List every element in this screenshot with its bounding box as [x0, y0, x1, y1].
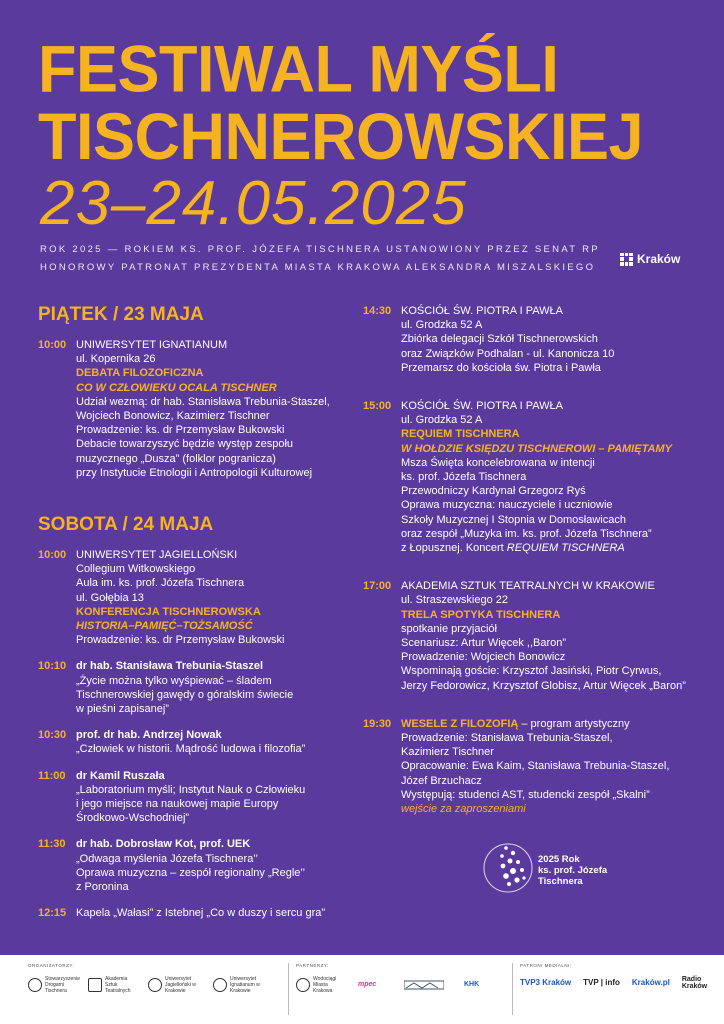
event-line: Collegium Witkowskiego [76, 563, 196, 576]
event-highlight: DEBATA FILOZOFICZNA [76, 367, 204, 380]
brand-line: ks. prof. Józefa [538, 865, 608, 876]
talk-line: „Laboratorium myśli; Instytut Nauk o Człowieku [76, 783, 306, 796]
talk-line: Oprawa muzyczna – zespół regionalny „Regle’’ [76, 866, 306, 879]
event-body [76, 548, 343, 647]
talk-speaker: dr Kamil Ruszała [76, 769, 165, 782]
talk-line: „Życie można tylko wyśpiewać – śladem [76, 674, 272, 687]
festival-dates: 23–24.05.2025 [40, 169, 467, 238]
saturday-heading: SOBOTA / 24 MAJA [38, 514, 214, 536]
organizer-logo: Stowarzyszenie Drogami Tischnera [28, 976, 78, 994]
krakow-logo [620, 252, 680, 266]
event-line: Debacie towarzyszyć będzie występ zespołu [76, 438, 294, 451]
event-line: muzycznego „Dusza” (folklor pogranicza) [76, 452, 276, 465]
event-body [76, 338, 343, 480]
event-line: AKADEMIA SZTUK TEATRALNYCH W KRAKOWIE [401, 580, 655, 593]
event-highlight: KONFERENCJA TISCHNEROWSKA [76, 605, 261, 618]
event-highlight: WESELE Z FILOZOFIĄ [401, 717, 519, 730]
talk-speaker: dr hab. Stanisława Trebunia-Staszel [76, 660, 264, 673]
media-logo-radio-krakow: Radio Kraków [681, 976, 708, 990]
event-line: Szkoły Muzycznej I Stopnia w Domosławicach [401, 513, 626, 526]
media-label: PATRONI MEDIALNI: [520, 963, 572, 968]
event-line: spotkanie przyjaciół [401, 622, 497, 635]
event-body [401, 717, 703, 816]
event-line-italic: REQUIEM TISCHNERA [506, 542, 625, 555]
event-line: Jerzy Fedorowicz, Krzysztof Globisz, Artur Więcek „Baron” [401, 679, 686, 692]
event-time: 17:00 [363, 580, 392, 593]
event-line: Opracowanie: Ewa Kaim, Stanisława Trebunia-Staszel, [401, 760, 670, 773]
brand-line: Tischnera [538, 876, 583, 887]
media-logo-krakowpl: Kraków.pl [631, 978, 670, 987]
partner-logo: Wodociągi Miasta Krakowa [296, 976, 348, 994]
organizer-logo: Uniwersytet Ignatianum w Krakowie [213, 976, 268, 994]
event-line: Przemarsz do kościoła św. Piotra i Pawła [401, 361, 601, 374]
event-note: wejście za zaproszeniami [401, 803, 526, 816]
media-logo-tvp3: TVP3 Kraków [520, 978, 572, 987]
event-line: Prowadzenie: Wojciech Bonowicz [401, 651, 566, 664]
talk-1130 [38, 837, 343, 894]
subtitle [40, 241, 600, 277]
left-column [38, 304, 343, 933]
organizers-group [28, 963, 268, 994]
event-body [401, 304, 703, 375]
event-1930 [363, 717, 703, 816]
talk-line: „Człowiek w historii. Mądrość ludowa i filozofia” [76, 743, 306, 756]
organizer-emblem-icon [28, 978, 42, 992]
title-line-1: FESTIWAL MYŚLI [38, 32, 559, 107]
event-line: ul. Straszewskiego 22 [401, 594, 508, 607]
organizer-logo: Akademia Sztuk Teatralnych [88, 976, 138, 994]
event-line: Msza Święta koncelebrowana w intencji [401, 456, 595, 469]
talk-line: z Poronina [76, 881, 129, 894]
event-line: ul. Kopernika 26 [76, 353, 156, 366]
event-line: Przewodniczy Kardynał Grzegorz Ryś [401, 485, 586, 498]
partner-emblem-icon [404, 979, 444, 991]
talk-body [76, 659, 343, 716]
event-line: oraz zespół „Muzyka im. ks. prof. Józefa Tischnera” [401, 527, 652, 540]
subtitle-line-2: HONOROWY PATRONAT PREZYDENTA MIASTA KRAKOWA ALEKSANDRA MISZALSKIEGO [40, 262, 596, 273]
event-line: Występują: studenci AST, studencki zespół „Skalni” [401, 788, 650, 801]
krakow-emblem-icon [620, 253, 633, 266]
year-of-tischner-logo [480, 840, 620, 900]
event-line: Wojciech Bonowicz, Kazimierz Tischner [76, 410, 270, 423]
event-line: Scenariusz: Artur Więcek ,,Baron” [401, 637, 567, 650]
talk-speaker: dr hab. Dobrosław Kot, prof. UEK [76, 838, 251, 851]
talk-time: 10:10 [38, 660, 67, 673]
event-time: 10:00 [38, 339, 67, 351]
talk-body [76, 906, 343, 920]
event-line: Oprawa muzyczna: nauczyciele i uczniowie [401, 499, 613, 512]
talk-body [76, 837, 343, 894]
event-friday-1000 [38, 338, 343, 480]
event-time: 10:00 [38, 549, 67, 562]
event-line: Prowadzenie: Stanisława Trebunia-Staszel, [401, 732, 613, 745]
talk-line: Kapela „Wałasi” z Istebnej „Co w duszy i sercu gra” [76, 907, 326, 920]
talk-line: Tischnerowskiej gawędy o góralskim świecie [76, 688, 294, 701]
event-1700 [363, 579, 703, 693]
subtitle-line-1: ROK 2025 — ROKIEM KS. PROF. JÓZEFA TISCHNERA USTANOWIONY PRZEZ SENAT RP [40, 244, 600, 255]
talk-time: 11:30 [38, 838, 66, 851]
talk-speaker: prof. dr hab. Andrzej Nowak [76, 729, 222, 742]
event-line: Wspominają goście: Krzysztof Jasiński, Piotr Cyrwus, [401, 665, 662, 678]
talk-1100 [38, 769, 343, 826]
talk-1010 [38, 659, 343, 716]
partners-group [296, 963, 494, 994]
event-line: ul. Grodzka 52 A [401, 414, 483, 427]
talk-line: i jego miejsce na naukowej mapie Europy [76, 798, 279, 811]
talk-line: w pieśni zapisanej” [76, 703, 169, 716]
event-line: Kazimierz Tischner [401, 746, 494, 759]
event-saturday-1000 [38, 548, 343, 647]
event-line: KOŚCIÓŁ ŚW. PIOTRA I PAWŁA [401, 400, 563, 413]
talk-time: 11:00 [38, 769, 66, 782]
dots-circle-icon [480, 840, 540, 900]
organizer-emblem-icon [88, 978, 102, 992]
talk-1215 [38, 906, 343, 920]
event-highlight: REQUIEM TISCHNERA [401, 428, 520, 441]
event-line: ks. prof. Józefa Tischnera [401, 471, 527, 484]
friday-heading: PIĄTEK / 23 MAJA [38, 304, 204, 325]
festival-title [38, 32, 644, 174]
event-line [401, 717, 703, 731]
event-line: KOŚCIÓŁ ŚW. PIOTRA I PAWŁA [401, 305, 563, 317]
event-line: Zbiórka delegacji Szkół Tischnerowskich [401, 333, 598, 346]
event-highlight-italic: HISTORIA–PAMIĘĆ–TOŻSAMOŚĆ [76, 620, 253, 633]
event-line-prefix: z Łopusznej. Koncert [401, 542, 507, 555]
year-of-tischner-text [538, 854, 607, 887]
brand-line: 2025 Rok [538, 854, 580, 865]
partner-logo: mpec [358, 981, 377, 988]
footer-divider [288, 963, 289, 1015]
talk-time: 10:30 [38, 729, 67, 742]
event-line: ul. Grodzka 52 A [401, 319, 483, 332]
event-highlight: TRELA SPOTYKA TISCHNERA [401, 608, 561, 621]
talk-line: Środkowo-Wschodniej” [76, 812, 190, 825]
event-time: 14:30 [363, 305, 392, 317]
organizers-label: ORGANIZATORZY: [28, 963, 75, 968]
event-line [401, 541, 703, 555]
partner-logo [404, 979, 454, 991]
event-line: Prowadzenie: ks. dr Przemysław Bukowski [76, 634, 285, 647]
organizer-logo: Uniwersytet Jagielloński w Krakowie [148, 976, 203, 994]
media-group [520, 963, 710, 990]
organizer-emblem-icon [148, 978, 162, 992]
event-1430 [363, 304, 703, 375]
event-body [401, 399, 703, 555]
event-highlight-italic: W HOŁDZIE KSIĘDZU TISCHNEROWI – PAMIĘTAMY [401, 442, 672, 455]
event-line: Prowadzenie: ks. dr Przemysław Bukowski [76, 424, 285, 437]
event-line: Aula im. ks. prof. Józefa Tischnera [76, 577, 245, 590]
footer-divider [512, 963, 513, 1015]
media-logo-tvpinfo: TVP | info [583, 978, 620, 987]
event-highlight-italic: CO W CZŁOWIEKU OCALA TISCHNER [76, 381, 277, 394]
event-time: 19:30 [363, 717, 392, 730]
event-line: oraz Związków Podhalan - ul. Kanonicza 10 [401, 347, 615, 360]
partner-logo: KHK [464, 981, 480, 988]
event-line: przy Instytucie Etnologii i Antropologii Kulturowej [76, 466, 313, 479]
organizer-emblem-icon [213, 978, 227, 992]
talk-line: „Odwaga myślenia Józefa Tischnera’’ [76, 852, 258, 865]
event-line: UNIWERSYTET JAGIELLOŃSKI [76, 549, 238, 562]
event-line: Józef Brzuchacz [401, 774, 482, 787]
partner-emblem-icon [296, 978, 310, 992]
event-body [401, 579, 703, 693]
right-column [363, 304, 703, 828]
title-line-2: TISCHNEROWSKIEJ [38, 100, 644, 174]
partners-label: PARTNERZY: [296, 963, 329, 968]
talk-body [76, 728, 343, 756]
talk-body [76, 769, 343, 826]
event-line: Udział wezmą: dr hab. Stanisława Trebunia-Staszel, [76, 395, 330, 408]
event-line: UNIWERSYTET IGNATIANUM [76, 339, 228, 351]
event-highlight-suffix: – program artystyczny [518, 717, 630, 730]
event-time: 15:00 [363, 400, 392, 413]
event-line: ul. Gołębia 13 [76, 591, 144, 604]
talk-time: 12:15 [38, 907, 67, 920]
krakow-logo-text: Kraków [637, 252, 681, 266]
talk-1030 [38, 728, 343, 756]
event-1500 [363, 399, 703, 555]
sponsors-footer [0, 955, 724, 1024]
